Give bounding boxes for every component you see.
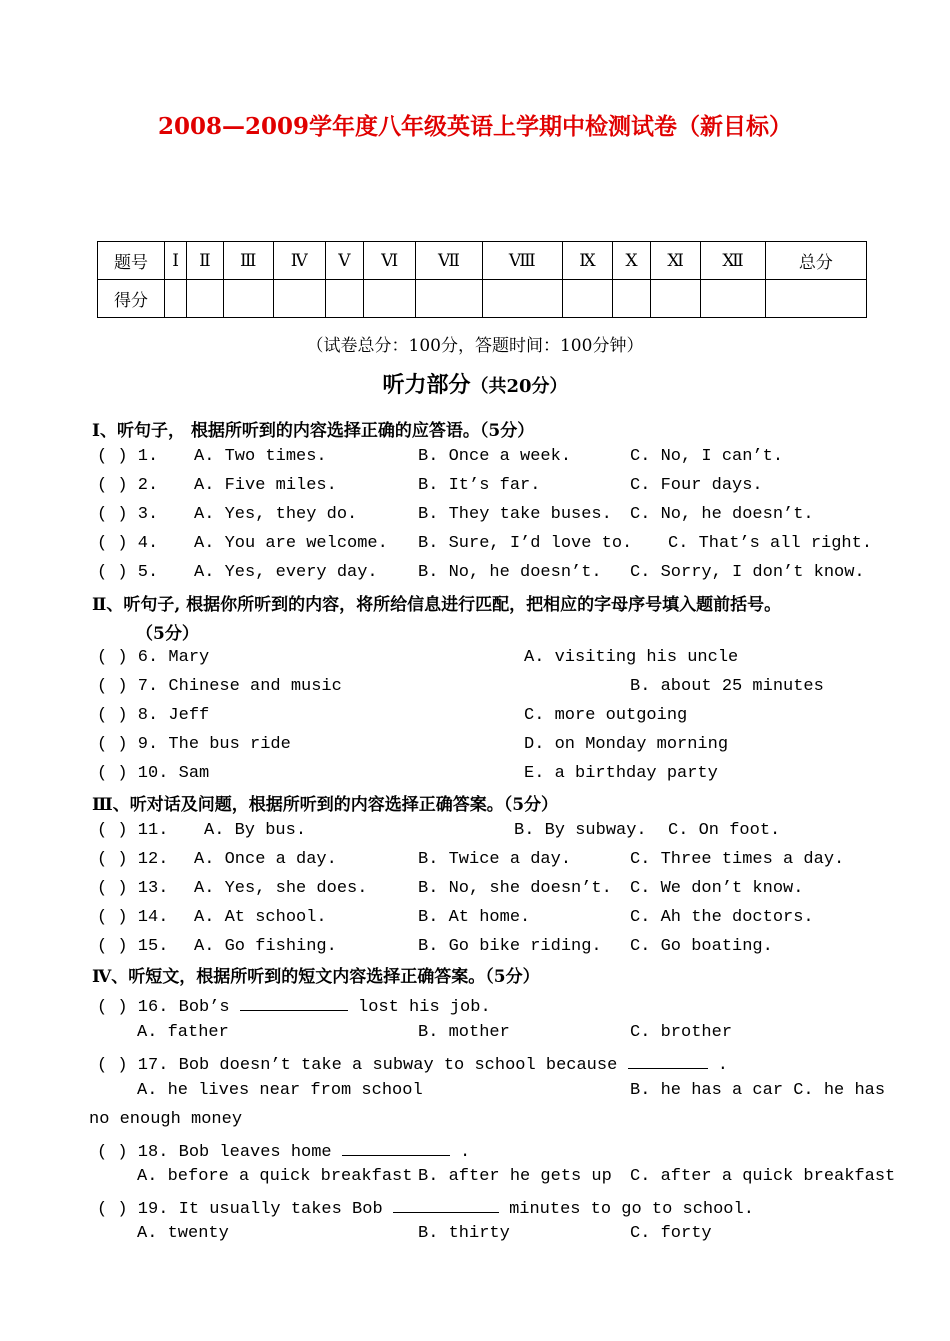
score-table-score-row	[98, 280, 867, 318]
score-table-header-row	[98, 242, 867, 280]
score-header-cell: Ⅶ	[416, 242, 482, 280]
q-number: ( ) 14.	[97, 908, 169, 927]
score-header-cell: Ⅷ	[482, 242, 562, 280]
score-cell[interactable]	[701, 280, 765, 318]
score-cell[interactable]	[482, 280, 562, 318]
score-cell[interactable]	[562, 280, 612, 318]
score-header-cell: 题号	[98, 242, 165, 280]
answer-blank[interactable]	[240, 994, 348, 1011]
part1-heading: Ⅰ、听句子， 根据所听到的内容选择正确的应答语。（5分）	[92, 421, 535, 441]
q17-stem	[97, 1052, 728, 1075]
option-b: B. No, he doesn’t.	[418, 563, 602, 582]
score-cell[interactable]	[364, 280, 416, 318]
q17-pre: ( ) 17. Bob doesn’t take a subway to school because	[97, 1056, 618, 1075]
part3-heading: Ⅲ、听对话及问题，根据所听到的内容选择正确答案。（5分）	[92, 795, 559, 815]
match-option: B. about 25 minutes	[630, 677, 824, 696]
q-number: ( ) 13.	[97, 879, 169, 898]
score-header-cell: Ⅻ	[701, 242, 765, 280]
option-a: A. twenty	[137, 1224, 229, 1243]
option-c: C. On foot.	[668, 821, 781, 840]
score-cell[interactable]	[416, 280, 482, 318]
q16-pre: ( ) 16. Bob’s	[97, 998, 230, 1017]
q17-post: .	[717, 1056, 728, 1075]
option-a: A. Go fishing.	[194, 937, 337, 956]
match-item: ( ) 6. Mary	[97, 648, 210, 667]
option-c: C. he has	[793, 1081, 886, 1100]
option-c: C. That’s all right.	[668, 534, 873, 553]
score-table	[97, 241, 867, 318]
option-c: C. No, I can’t.	[630, 447, 784, 466]
exam-title: 2008—2009学年度八年级英语上学期中检测试卷（新目标）	[157, 113, 793, 140]
option-a: A. Yes, every day.	[194, 563, 378, 582]
option-a: A. he lives near from school	[137, 1081, 423, 1100]
part2-heading-cont: （5分）	[136, 624, 199, 644]
option-a: A. At school.	[194, 908, 327, 927]
q-number: ( ) 12.	[97, 850, 169, 869]
option-b: B. They take buses.	[418, 505, 612, 524]
option-c: C. Go boating.	[630, 937, 773, 956]
part4-heading: Ⅳ、听短文，根据所听到的短文内容选择正确答案。（5分）	[92, 967, 540, 987]
option-b: B. after he gets up	[418, 1167, 612, 1186]
option-b: B. By subway.	[514, 821, 647, 840]
option-c: C. Sorry, I don’t know.	[630, 563, 865, 582]
score-cell[interactable]	[165, 280, 187, 318]
score-header-cell: Ⅱ	[187, 242, 223, 280]
score-cell[interactable]	[187, 280, 223, 318]
option-c: C. Three times a day.	[630, 850, 845, 869]
match-item: ( ) 9. The bus ride	[97, 735, 291, 754]
score-cell[interactable]	[613, 280, 651, 318]
exam-note: （试卷总分：100分，答题时间：100分钟）	[306, 336, 644, 356]
score-header-cell: Ⅲ	[223, 242, 273, 280]
option-b: B. At home.	[418, 908, 531, 927]
option-a: A. Yes, she does.	[194, 879, 368, 898]
option-b: B. thirty	[418, 1224, 510, 1243]
option-c-cont: no enough money	[89, 1110, 243, 1129]
q18-post: .	[460, 1143, 471, 1162]
option-c: C. forty	[630, 1224, 712, 1243]
score-header-cell: Ⅸ	[562, 242, 612, 280]
q-number: ( ) 3.	[97, 505, 159, 524]
option-c: C. brother	[630, 1023, 733, 1042]
answer-blank[interactable]	[393, 1196, 499, 1213]
q-number: ( ) 4.	[97, 534, 159, 553]
match-item: ( ) 8. Jeff	[97, 706, 210, 725]
answer-blank[interactable]	[628, 1052, 708, 1069]
option-b: B. mother	[418, 1023, 510, 1042]
option-b: B. Once a week.	[418, 447, 572, 466]
option-a: A. Yes, they do.	[194, 505, 358, 524]
option-b: B. It’s far.	[418, 476, 541, 495]
q18-stem	[97, 1139, 470, 1162]
option-a: A. Once a day.	[194, 850, 337, 869]
score-header-cell: Ⅵ	[364, 242, 416, 280]
match-option: C. more outgoing	[524, 706, 688, 725]
match-option: A. visiting his uncle	[524, 648, 739, 667]
q19-post: minutes to go to school.	[509, 1200, 754, 1219]
score-header-cell: 总分	[765, 242, 866, 280]
option-b: B. Sure, I’d love to.	[418, 534, 633, 553]
match-option: D. on Monday morning	[524, 735, 729, 754]
option-c: C. Four days.	[630, 476, 763, 495]
q19-pre: ( ) 19. It usually takes Bob	[97, 1200, 383, 1219]
score-header-cell: Ⅺ	[650, 242, 700, 280]
q19-stem	[97, 1196, 754, 1219]
q16-post: lost his job.	[358, 998, 491, 1017]
q18-pre: ( ) 18. Bob leaves home	[97, 1143, 332, 1162]
listening-title: 听力部分	[382, 372, 471, 398]
q16-stem	[97, 994, 491, 1017]
option-a: A. before a quick breakfast	[137, 1167, 413, 1186]
score-cell[interactable]	[273, 280, 325, 318]
score-cell[interactable]	[650, 280, 700, 318]
option-a: A. By bus.	[204, 821, 307, 840]
option-a: A. Two times.	[194, 447, 327, 466]
listening-points: （共20分）	[470, 376, 568, 397]
option-a: A. You are welcome.	[194, 534, 388, 553]
match-option: E. a birthday party	[524, 764, 718, 783]
listening-section-title	[0, 368, 950, 399]
match-item: ( ) 10. Sam	[97, 764, 210, 783]
option-c: C. Ah the doctors.	[630, 908, 814, 927]
option-c: C. No, he doesn’t.	[630, 505, 814, 524]
score-cell[interactable]	[765, 280, 866, 318]
q-number: ( ) 15.	[97, 937, 169, 956]
option-b-c	[630, 1081, 885, 1100]
score-header-cell: Ⅰ	[165, 242, 187, 280]
match-item: ( ) 7. Chinese and music	[97, 677, 342, 696]
score-cell[interactable]	[223, 280, 273, 318]
option-b: B. Twice a day.	[418, 850, 572, 869]
answer-blank[interactable]	[342, 1139, 450, 1156]
q-number: ( ) 2.	[97, 476, 159, 495]
option-b: B. Go bike riding.	[418, 937, 602, 956]
option-a: A. father	[137, 1023, 229, 1042]
part2-heading: Ⅱ、听句子, 根据你所听到的内容，将所给信息进行匹配，把相应的字母序号填入题前括号。	[92, 595, 782, 615]
option-a: A. Five miles.	[194, 476, 337, 495]
q-number: ( ) 5.	[97, 563, 159, 582]
score-cell[interactable]	[325, 280, 363, 318]
option-b: B. he has a car	[630, 1081, 784, 1100]
score-row-label: 得分	[98, 280, 165, 318]
option-b: B. No, she doesn’t.	[418, 879, 612, 898]
score-header-cell: Ⅴ	[325, 242, 363, 280]
score-header-cell: Ⅳ	[273, 242, 325, 280]
option-c: C. We don’t know.	[630, 879, 804, 898]
q-number: ( ) 1.	[97, 447, 159, 466]
option-c: C. after a quick breakfast	[630, 1167, 896, 1186]
score-header-cell: Ⅹ	[613, 242, 651, 280]
q-number: ( ) 11.	[97, 821, 169, 840]
